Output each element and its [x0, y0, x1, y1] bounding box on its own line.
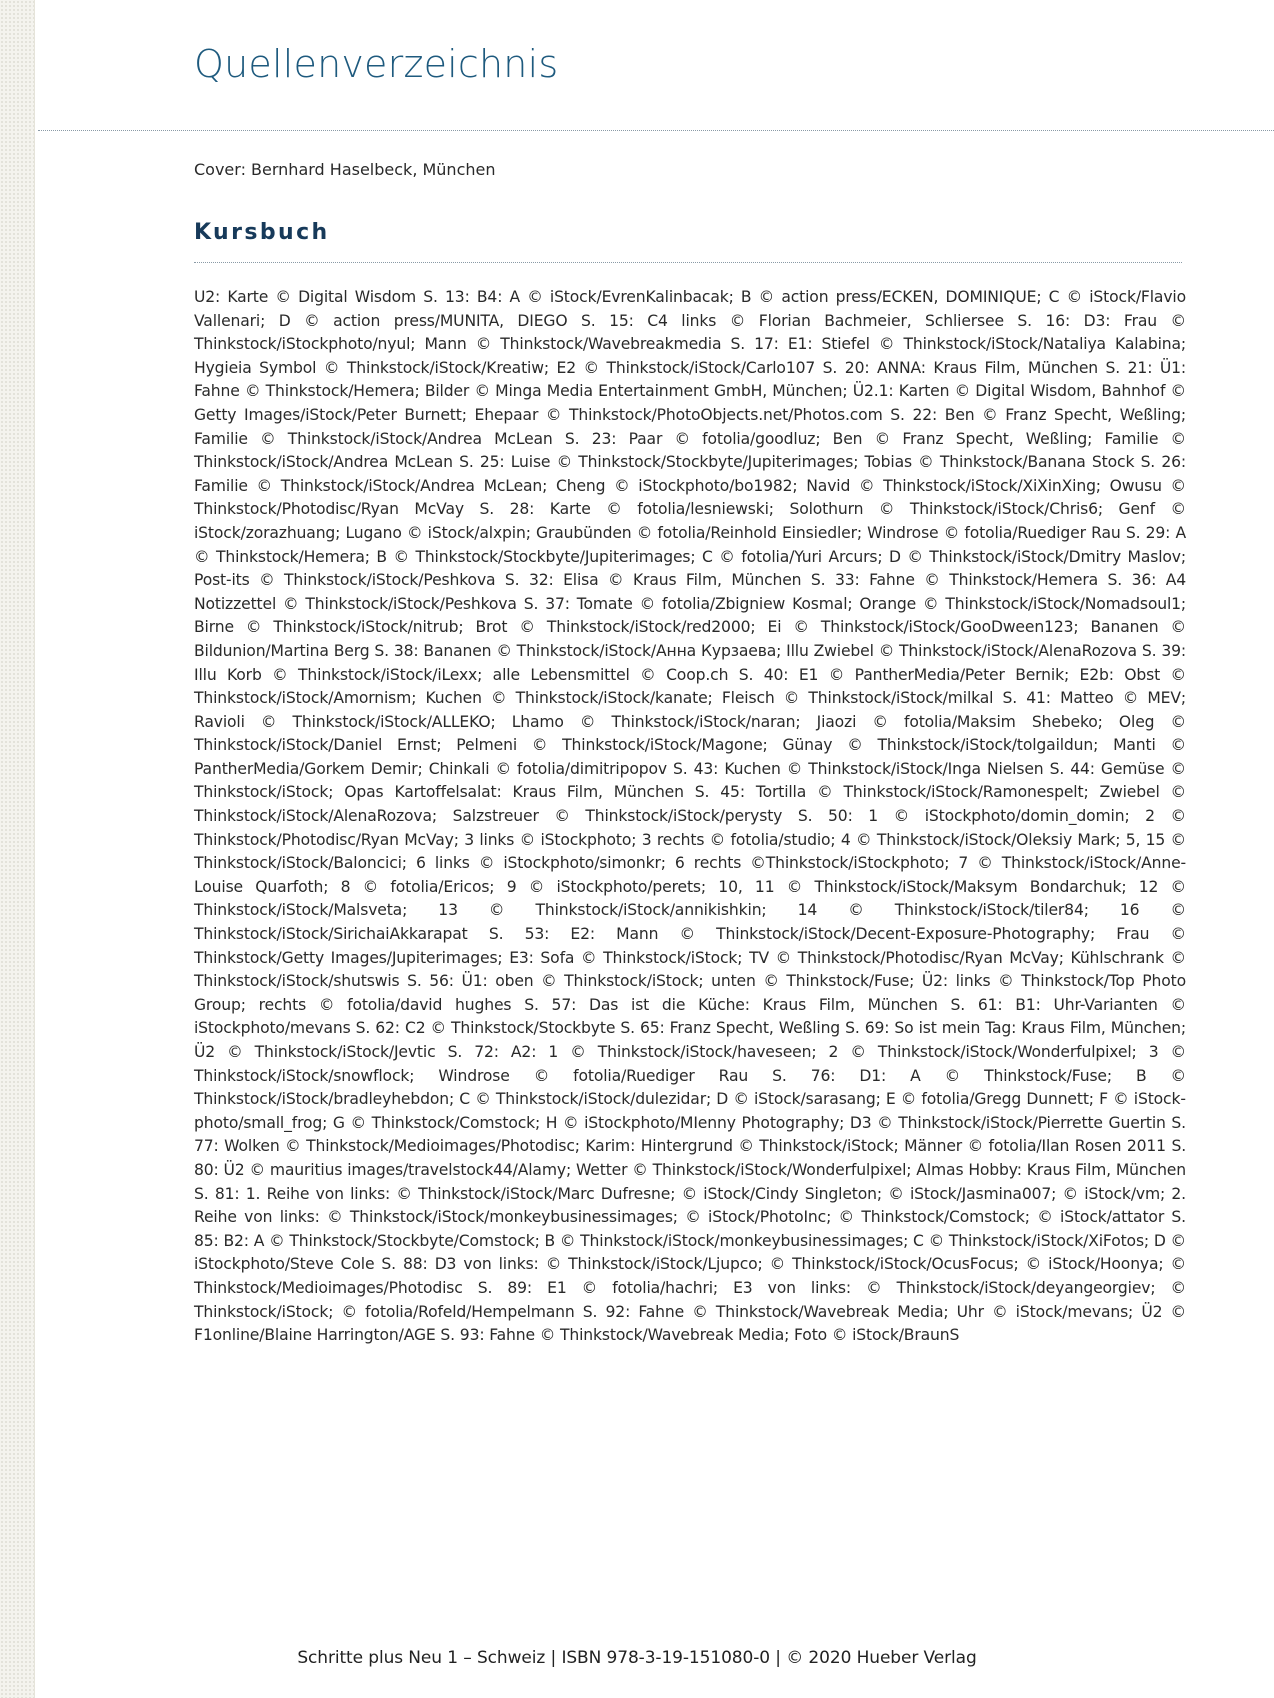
section-heading-kursbuch: Kursbuch: [194, 220, 330, 245]
page-footer: Schritte plus Neu 1 – Schweiz | ISBN 978-3-19-151080-0 | © 2020 Hueber Verlag: [297, 1648, 977, 1668]
page-title: Quellenverzeichnis: [194, 42, 559, 86]
decorative-margin-strip: [0, 0, 35, 1698]
section-divider: [194, 262, 1182, 263]
title-divider: [38, 130, 1274, 131]
cover-credit: Cover: Bernhard Haselbeck, München: [194, 160, 496, 179]
kursbuch-credits-text: U2: Karte © Digital Wisdom S. 13: B4: A © iStock/EvrenKalinbacak; B © action press/ECKEN, DOMINIQUE; C © iStock/Flavio Vallenari; D © action press/MUNITA, DIEGO S. 15: C4 links © Florian Bachmeier, Schliersee S. 16: D3: Frau © Thinkstock/iStockphoto/nyul; Mann © Thinkstock/Wavebreakmedia S. 17: E1: Stiefel © Thinkstock/iStock/Nataliya Kalabina; Hygieia Symbol © Thinkstock/iStock/Kreatiw; E2 © Thinkstock/iStock/Carlo107 S. 20: ANNA: Kraus Film, München S. 21: Ü1: Fahne © Thinkstock/Hemera; Bilder © Minga Media Entertainment GmbH, München; Ü2.1: Karten © Digital Wisdom, Bahnhof © Getty Images/iStock/Peter Burnett; Ehepaar © Thinkstock/PhotoObjects.net/Photos.com S. 22: Ben © Franz Specht, Weßling; Familie © Thinkstock/iStock/Andrea McLean S. 23: Paar © fotolia/goodluz; Ben © Franz Specht, Weßling; Familie © Thinkstock/iStock/Andrea McLean S. 25: Luise © Thinkstock/Stockbyte/Jupiterimages; Tobias © Thinkstock/Banana Stock S. 26: Familie © Thinkstock/iStock/Andrea McLean; Cheng © iStockphoto/bo1982; Navid © Thinkstock/iStock/XiXinXing; Owusu © Thinkstock/Photodisc/Ryan McVay S. 28: Karte © fotolia/lesniewski; Solothurn © Thinkstock/iStock/Chris6; Genf © iStock/zorazhuang; Lugano © iStock/alxpin; Graubünden © fotolia/Reinhold Einsiedler; Windrose © fotolia/Ruediger Rau S. 29: A © Thinkstock/Hemera; B © Thinkstock/Stockbyte/Jupiterimages; C © fotolia/Yuri Arcurs; D © Thinkstock/iStock/Dmitry Maslov; Post-its © Thinkstock/iStock/Peshkova S. 32: Elisa © Kraus Film, München S. 33: Fahne © Thinkstock/Hemera S. 36: A4 Notizzettel © Thinkstock/iStock/Peshkova S. 37: Tomate © fotolia/Zbigniew Kosmal; Orange © Thinkstock/iStock/Nomadsoul1; Birne © Thinkstock/iStock/nitrub; Brot © Thinkstock/iStock/red2000; Ei © Thinkstock/iStock/GooDween123; Bananen © Bildunion/Martina Berg S. 38: Bananen © Thinkstock/iStock/Анна Курзаева; Illu Zwiebel © Thinkstock/iStock/AlenaRozova S. 39: Illu Korb © Thinkstock/iStock/iLexx; alle Lebensmittel © Coop.ch S. 40: E1 © PantherMedia/Peter Bernik; E2b: Obst © Thinkstock/iStock/Amornism; Kuchen © Thinkstock/iStock/kanate; Fleisch © Thinkstock/iStock/milkal S. 41: Matteo © MEV; Ravioli © Thinkstock/iStock/ALLEKO; Lhamo © Thinkstock/iStock/naran; Jiaozi © fotolia/Maksim Shebeko; Oleg © Thinkstock/iStock/Daniel Ernst; Pelmeni © Thinkstock/iStock/Magone; Günay © Thinkstock/iStock/tolgaildun; Manti © PantherMedia/Gorkem Demir; Chinkali © fotolia/dimitripopov S. 43: Kuchen © Thinkstock/iStock/Inga Nielsen S. 44: Gemüse © Thinkstock/iStock; Opas Kartoffelsalat: Kraus Film, München S. 45: Tortilla © Thinkstock/iStock/Ramonespelt; Zwiebel © Thinkstock/iStock/AlenaRozova; Salzstreuer © Thinkstock/iStock/perysty S. 50: 1 © iStockphoto/domin_domin; 2 © Thinkstock/Photodisc/Ryan McVay; 3 links © iStockphoto; 3 rechts © fotolia/studio; 4 © Thinkstock/iStock/Oleksiy Mark; 5, 15 © Thinkstock/iStock/Baloncici; 6 links © iStockphoto/simonkr; 6 rechts ©Thinkstock/iStockphoto; 7 © Thinkstock/iStock/Anne-Louise Quarfoth; 8 © fotolia/Ericos; 9 © iStockphoto/perets; 10, 11 © Thinkstock/iStock/Maksym Bondarchuk; 12 © Thinkstock/iStock/Malsveta; 13 © Thinkstock/iStock/annikishkin; 14 © Thinkstock/iStock/tiler84; 16 © Thinkstock/iStock/SirichaiAkkarapat S. 53: E2: Mann © Thinkstock/iStock/Decent-Exposure-Photography; Frau © Thinkstock/Getty Images/Jupiterimages; E3: Sofa © Thinkstock/iStock; TV © Thinkstock/Photodisc/Ryan McVay; Kühlschrank © Thinkstock/iStock/shutswis S. 56: Ü1: oben © Thinkstock/iStock; unten © Thinkstock/Fuse; Ü2: links © Thinkstock/Top Photo Group; rechts © fotolia/david hughes S. 57: Das ist die Küche: Kraus Film, München S. 61: B1: Uhr-Varianten © iStockphoto/mevans S. 62: C2 © Thinkstock/Stockbyte S. 65: Franz Specht, Weßling S. 69: So ist mein Tag: Kraus Film, München; Ü2 © Thinkstock/iStock/Jevtic S. 72: A2: 1 © Thinkstock/iStock/haveseen; 2 © Thinkstock/iStock/Wonderfulpixel; 3 © Thinkstock/iStock/snowflock; Windrose © fotolia/Ruediger Rau S. 76: D1: A © Thinkstock/Fuse; B © Thinkstock/iStock/bradleyhebdon; C © Thinkstock/iStock/dulezidar; D © iStock/sarasang; E © fotolia/Gregg Dunnett; F © iStockphoto/small_frog; G © Thinkstock/Comstock; H © iStockphoto/MIenny Photography; D3 © Thinkstock/iStock/Pierrette Guertin S. 77: Wolken © Thinkstock/Medioimages/Photodisc; Karim: Hintergrund © Thinkstock/iStock; Männer © fotolia/Ilan Rosen 2011 S. 80: Ü2 © mauritius images/travelstock44/Alamy; Wetter © Thinkstock/iStock/Wonderfulpixel; Almas Hobby: Kraus Film, München S. 81: 1. Reihe von links: © Thinkstock/iStock/Marc Dufresne; © iStock/Cindy Singleton; © iStock/Jasmina007; © iStock/vm; 2. Reihe von links: © Thinkstock/iStock/monkeybusinessimages; © iStock/PhotoInc; © Thinkstock/Comstock; © iStock/attator S. 85: B2: A © Thinkstock/Stockbyte/Comstock; B © Thinkstock/iStock/monkeybusinessimages; C © Thinkstock/iStock/XiFotos; D © iStockphoto/Steve Cole S. 88: D3 von links: © Thinkstock/iStock/Ljupco; © Thinkstock/iStock/OcusFocus; © iStock/Hoonya; © Thinkstock/Medioimages/Photodisc S. 89: E1 © fotolia/hachri; E3 von links: © Thinkstock/iStock/deyangeorgiev; © Thinkstock/iStock; © fotolia/Rofeld/Hempelmann S. 92: Fahne © Thinkstock/Wavebreak Media; Uhr © iStock/mevans; Ü2 © F1online/Blaine Harrington/AGE S. 93: Fahne © Thinkstock/Wavebreak Media; Foto © iStock/BraunS: [194, 288, 1186, 1345]
